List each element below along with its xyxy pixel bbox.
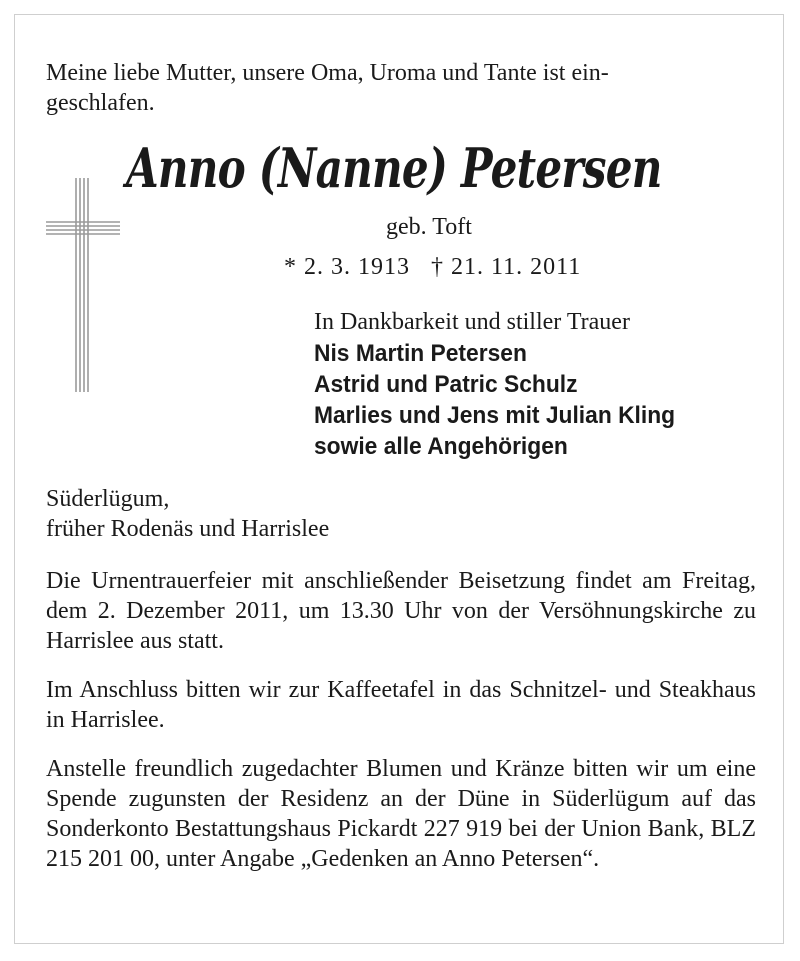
mourner-3: Marlies und Jens mit Julian Kling	[314, 402, 676, 429]
funeral-paragraph	[46, 566, 756, 656]
place-lines	[46, 484, 329, 544]
coffee-paragraph	[46, 675, 756, 735]
intro-line-1: Meine liebe Mutter, unsere Oma, Uroma und Tante ist ein-	[46, 60, 609, 86]
mourner-4: sowie alle Angehörigen	[314, 433, 568, 460]
cross-icon	[46, 178, 120, 392]
birth-name: geb. Toft	[386, 214, 472, 240]
intro-text	[46, 58, 609, 118]
donation-paragraph	[46, 754, 756, 874]
mourner-1: Nis Martin Petersen	[314, 340, 527, 367]
mourner-2: Astrid und Patric Schulz	[314, 371, 578, 398]
deceased-name: Anno (Nanne) Petersen	[126, 136, 662, 200]
donation-text: Anstelle freundlich zugedachter Blumen und Kränze bitten wir um eine Spende zugunsten der Residenz an der Düne in Süderlügum auf das Sonderkonto Bestattungshaus Pickardt 227 919 bei der Union Bank, BLZ 215 201 00, unter Angabe „Gedenken an Anno Petersen“.	[46, 756, 756, 872]
thanks-line: In Dankbarkeit und stiller Trauer	[314, 309, 630, 335]
intro-line-2: geschlafen.	[46, 90, 155, 116]
funeral-text: Die Urnentrauerfeier mit anschließender Beisetzung findet am Freitag, dem 2. Dezember 2011, um 13.30 Uhr von der Versöhnungskirche zu Harrislee aus statt.	[46, 568, 756, 654]
life-dates: * 2. 3. 1913 † 21. 11. 2011	[284, 254, 582, 280]
mourners-list	[314, 338, 694, 462]
place-line-2: früher Rodenäs und Harrislee	[46, 516, 330, 542]
coffee-text: Im Anschluss bitten wir zur Kaffeetafel in das Schnitzel- und Steakhaus in Harrislee.	[46, 677, 756, 733]
place-line-1: Süderlügum,	[46, 486, 170, 512]
